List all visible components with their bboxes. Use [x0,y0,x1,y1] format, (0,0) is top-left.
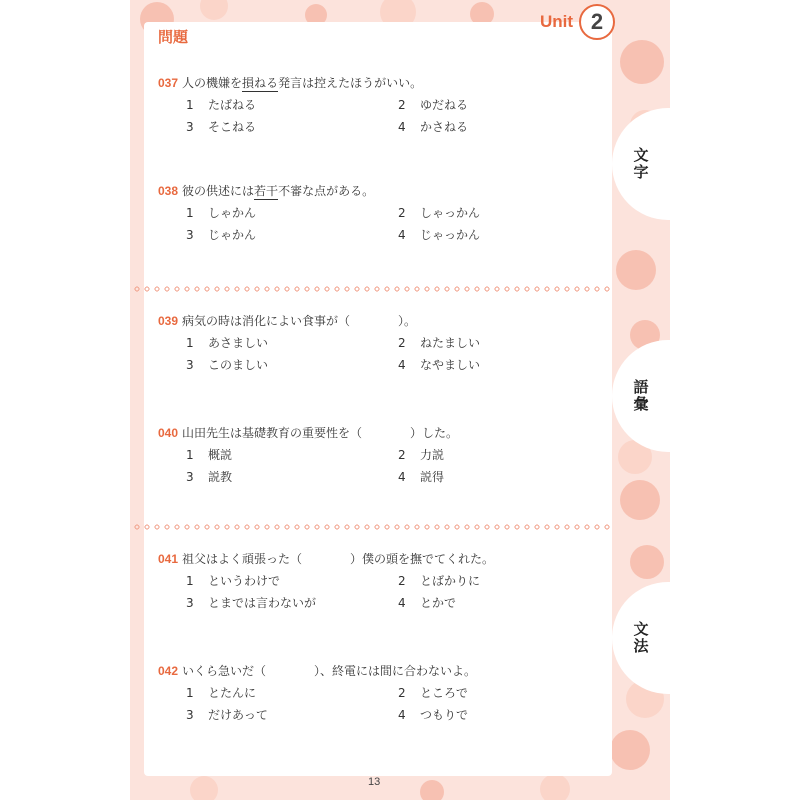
answer-option[interactable] [398,570,610,592]
unit-label: Unit [540,12,574,31]
answer-option[interactable] [398,116,610,138]
option-number: 3 [186,120,194,134]
question-block [158,548,598,614]
answer-option[interactable] [398,332,610,354]
option-text: とまでは言わないが [208,596,317,610]
option-number: 4 [398,228,406,242]
option-text: ゆだねる [420,98,469,112]
option-text: ところで [420,686,468,700]
blossom-decoration [630,545,664,579]
answer-option[interactable] [186,354,398,376]
blossom-decoration [620,40,664,84]
option-number: 4 [398,708,406,722]
question-block [158,310,598,376]
question-number: 040 [158,426,179,440]
question-post: ）。 [398,314,417,328]
underlined-word: 若干 [254,184,279,198]
option-text: あさましい [208,336,269,350]
options-grid [186,570,598,614]
question-pre: いくら急いだ（ [182,664,267,678]
option-number: 2 [398,448,406,462]
option-number: 3 [186,228,194,242]
blossom-decoration [620,480,660,520]
option-number: 2 [398,686,406,700]
tab-label: 文法 [631,621,650,655]
option-text: とたんに [208,686,257,700]
option-text: というわけで [208,574,281,588]
option-number: 1 [186,336,194,350]
option-number: 2 [398,98,406,112]
question-number: 041 [158,552,179,566]
question-post: ）僕の頭を撫でてくれた。 [350,552,495,566]
option-number: 3 [186,470,194,484]
answer-option[interactable] [398,354,610,376]
answer-option[interactable] [398,682,610,704]
option-number: 1 [186,206,194,220]
option-number: 2 [398,336,406,350]
question-number: 037 [158,76,179,90]
option-number: 3 [186,358,194,372]
section-divider [132,523,612,531]
option-number: 4 [398,120,406,134]
option-text: とかで [420,596,457,610]
option-text: このましい [208,358,269,372]
question-pre: 祖父はよく頑張った（ [182,552,303,566]
question-text [158,180,598,202]
question-pre: 病気の時は消化によい食事が（ [182,314,351,328]
answer-option[interactable] [186,202,398,224]
unit-badge [540,4,615,40]
blossom-decoration [190,776,218,800]
option-number: 2 [398,206,406,220]
answer-option[interactable] [186,570,398,592]
section-divider [132,285,612,293]
answer-option[interactable] [186,224,398,246]
question-post: 不審な点がある。 [278,184,375,198]
answer-option[interactable] [398,224,610,246]
options-grid [186,682,598,726]
blossom-decoration [540,774,570,800]
underlined-word: 損ねる [242,76,279,90]
option-text: つもりで [420,708,469,722]
page-title: 問題 [158,28,189,46]
question-post: ）した。 [410,426,459,440]
answer-option[interactable] [186,466,398,488]
option-text: ねたましい [420,336,481,350]
option-text: とばかりに [420,574,481,588]
question-block [158,72,598,138]
option-number: 2 [398,574,406,588]
answer-option[interactable] [398,94,610,116]
question-text [158,548,598,570]
blossom-decoration [200,0,228,20]
question-pre: 山田先生は基礎教育の重要性を（ [182,426,363,440]
option-number: 4 [398,596,406,610]
answer-option[interactable] [186,682,398,704]
answer-option[interactable] [186,704,398,726]
page-number: 13 [368,776,381,788]
answer-option[interactable] [398,704,610,726]
answer-option[interactable] [186,444,398,466]
option-text: じゃかん [208,228,257,242]
unit-number: 2 [579,4,615,40]
option-text: だけあって [208,708,268,722]
tab-label: 文字 [631,147,650,181]
option-number: 1 [186,574,194,588]
blossom-decoration [610,730,650,770]
option-text: 力説 [420,448,445,462]
question-block [158,660,598,726]
question-block [158,422,598,488]
option-number: 3 [186,596,194,610]
option-text: しゃかん [208,206,257,220]
answer-option[interactable] [398,592,610,614]
option-number: 4 [398,358,406,372]
tab-label: 語彙 [631,379,650,413]
question-number: 039 [158,314,179,328]
question-text [158,72,598,94]
option-text: たばねる [208,98,257,112]
question-post: 発言は控えたほうがいい。 [278,76,423,90]
option-text: なやましい [420,358,481,372]
options-grid [186,202,598,246]
question-block [158,180,598,246]
answer-option[interactable] [398,444,610,466]
answer-option[interactable] [186,116,398,138]
question-text [158,310,598,332]
blossom-decoration [420,780,444,800]
question-text [158,422,598,444]
option-number: 1 [186,686,194,700]
option-text: じゃっかん [420,228,481,242]
question-number: 038 [158,184,179,198]
option-text: 概説 [208,448,233,462]
answer-option[interactable] [186,332,398,354]
option-number: 3 [186,708,194,722]
option-text: 説教 [208,470,233,484]
options-grid [186,444,598,488]
option-text: かさねる [420,120,469,134]
option-text: そこねる [208,120,257,134]
option-text: 説得 [420,470,445,484]
question-text [158,660,598,682]
answer-option[interactable] [186,592,398,614]
answer-option[interactable] [186,94,398,116]
option-text: しゃっかん [420,206,481,220]
answer-option[interactable] [398,466,610,488]
question-number: 042 [158,664,179,678]
blossom-decoration [616,250,656,290]
answer-option[interactable] [398,202,610,224]
options-grid [186,332,598,376]
option-number: 1 [186,98,194,112]
option-number: 4 [398,470,406,484]
question-pre: 彼の供述には [182,184,255,198]
option-number: 1 [186,448,194,462]
question-post: ）、終電には間に合わないよ。 [314,664,477,678]
question-pre: 人の機嫌を [182,76,243,90]
options-grid [186,94,598,138]
